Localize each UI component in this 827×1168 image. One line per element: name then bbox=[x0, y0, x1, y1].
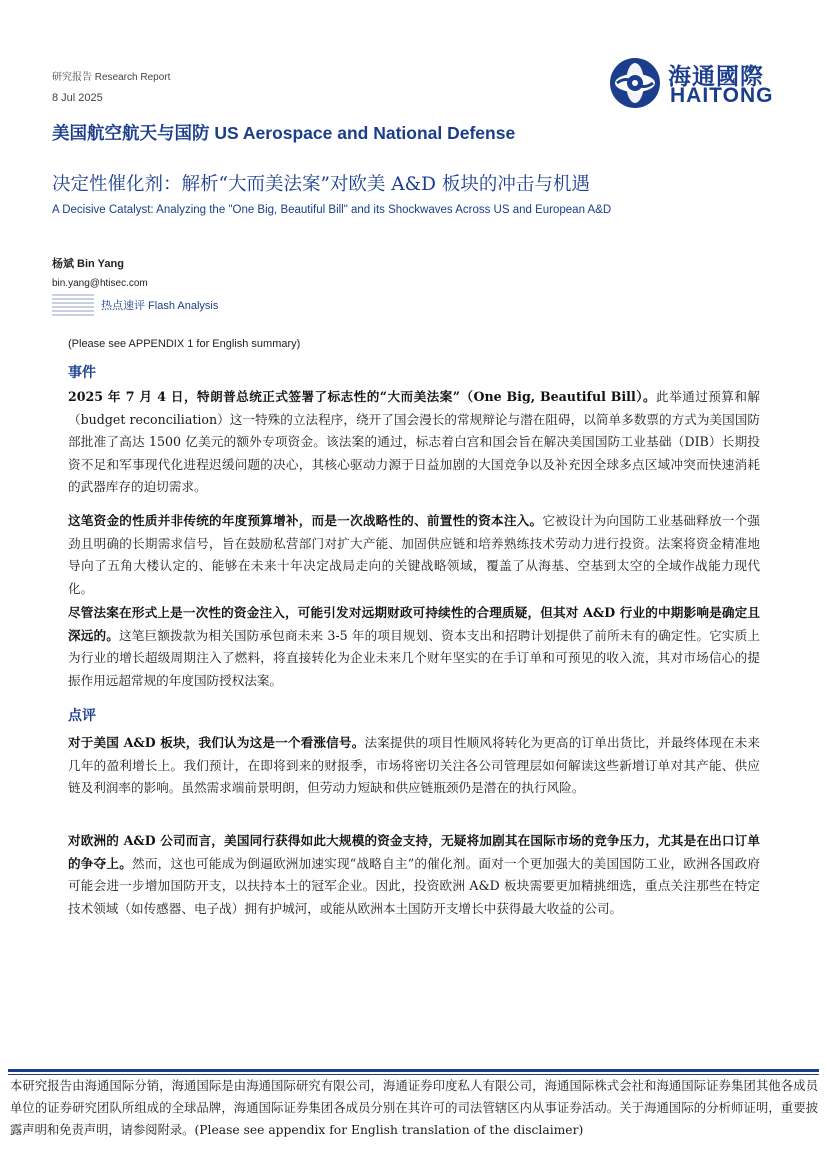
event-paragraph-3 bbox=[68, 602, 760, 692]
report-date: 8 Jul 2025 bbox=[52, 92, 103, 104]
tag-stripe-decoration bbox=[52, 294, 94, 316]
logo-text-en: HAITONG bbox=[670, 84, 774, 107]
event-paragraph-3-lead: 尽管法案在形式上是一次性的资金注入，可能引发对远期财政可持续性的合理质疑，但其对 A&D 行业的中期影响是确定且深远的。 bbox=[68, 605, 760, 643]
event-paragraph-3-body: 这笔巨额拨款为相关国防承包商未来 3-5 年的项目规划、资本支出和招聘计划提供了前所未有的确定性。它实质上为行业的增长超级周期注入了燃料，将直接转化为企业未来几个财年坚实的在手订单和可预见的收入流，其对市场信心的提振作用远超常规的年度国防授权法案。 bbox=[68, 627, 760, 688]
comment-paragraph-2 bbox=[68, 830, 760, 920]
footer-disclaimer: 本研究报告由海通国际分销，海通国际是由海通国际研究有限公司，海通证券印度私人有限公司，海通国际株式会社和海通国际证券集团其他各成员单位的证券研究团队所组成的全球品牌，海通国际证券集团各成员分别在其许可的司法管辖区内从事证券活动。关于海通国际的分析师证明，重要披露声明和免责声明，请参阅附录。(Please see appendix for English translation of the disclaimer) bbox=[10, 1079, 818, 1137]
haitong-logo bbox=[608, 56, 774, 110]
report-type: 研究报告 Research Report bbox=[52, 72, 171, 83]
event-paragraph-1-lead: 2025 年 7 月 4 日，特朗普总统正式签署了标志性的“大而美法案”（One Big, Beautiful Bill）。 bbox=[68, 389, 657, 404]
event-paragraph-1 bbox=[68, 386, 760, 499]
event-paragraph-2 bbox=[68, 510, 760, 600]
haitong-emblem-icon bbox=[608, 56, 664, 110]
comment-paragraph-2-lead: 对欧洲的 A&D 公司而言，美国同行获得如此大规模的资金支持，无疑将加剧其在国际市场的竞争压力，尤其是在出口订单的争夺上。 bbox=[68, 833, 760, 871]
section-heading-event: 事件 bbox=[68, 364, 96, 380]
section-heading-comment: 点评 bbox=[68, 707, 96, 723]
sector-title: 美国航空航天与国防 US Aerospace and National Defense bbox=[52, 123, 516, 143]
author-email[interactable]: bin.yang@htisec.com bbox=[52, 278, 148, 289]
comment-paragraph-1-lead: 对于美国 A&D 板块，我们认为这是一个看涨信号。 bbox=[68, 735, 365, 750]
tag-label: 热点速评 Flash Analysis bbox=[101, 300, 219, 312]
logo-text-cn: 海通國際 bbox=[668, 63, 764, 89]
event-paragraph-1-body: 此举通过预算和解（budget reconciliation）这一特殊的立法程序，绕开了国会漫长的常规辩论与潜在阻碍，以简单多数票的方式为美国国防部批准了高达 1500 亿美元的额外专项资金。该法案的通过，标志着白宫和国会旨在解决美国国防工业基础（DIB）长期投资不足和军事现代化进程迟缓问题的决心，其核心驱动力源于日益加剧的大国竞争以及补充因全球多点区域冲突而快速消耗的武器库存的迫切需求。 bbox=[68, 389, 761, 495]
comment-paragraph-1-body: 法案提供的项目性顺风将转化为更高的订单出货比，并最终体现在未来几年的盈利增长上。我们预计，在即将到来的财报季，市场将密切关注各公司管理层如何解读这些新增订单对其产能、供应链及利润率的影响。虽然需求端前景明朗，但劳动力短缺和供应链瓶颈仍是潜在的执行风险。 bbox=[68, 735, 760, 796]
event-paragraph-2-lead: 这笔资金的性质并非传统的年度预算增补，而是一次战略性的、前置性的资本注入。 bbox=[68, 513, 543, 528]
author-name: 杨斌 Bin Yang bbox=[52, 258, 124, 270]
footer-divider-thick bbox=[8, 1069, 819, 1072]
comment-paragraph-1 bbox=[68, 732, 760, 800]
appendix-note: (Please see APPENDIX 1 for English summary) bbox=[68, 338, 301, 350]
report-title-cn: 决定性催化剂：解析“大而美法案”对欧美 A&D 板块的冲击与机遇 bbox=[52, 174, 590, 195]
report-title-en: A Decisive Catalyst: Analyzing the "One Big, Beautiful Bill" and its Shockwaves Across US and European A&D bbox=[52, 204, 612, 216]
event-paragraph-2-body: 它被设计为向国防工业基础释放一个强劲且明确的长期需求信号，旨在鼓励私营部门对扩大产能、加固供应链和培养熟练技术劳动力进行投资。法案将资金精准地导向了五角大楼认定的、能够在未来十年决定战局走向的关键战略领域，覆盖了从海基、空基到太空的全域作战能力现代化。 bbox=[68, 513, 761, 596]
comment-paragraph-2-body: 然而，这也可能成为倒逼欧洲加速实现“战略自主”的催化剂。面对一个更加强大的美国国防工业，欧洲各国政府可能会进一步增加国防开支，以扶持本土的冠军企业。因此，投资欧洲 A&D 板块需要更加精挑细选，重点关注那些在特定技术领域（如传感器、电子战）拥有护城河，或能从欧洲本土国防开支增长中获得最大收益的公司。 bbox=[68, 855, 760, 916]
